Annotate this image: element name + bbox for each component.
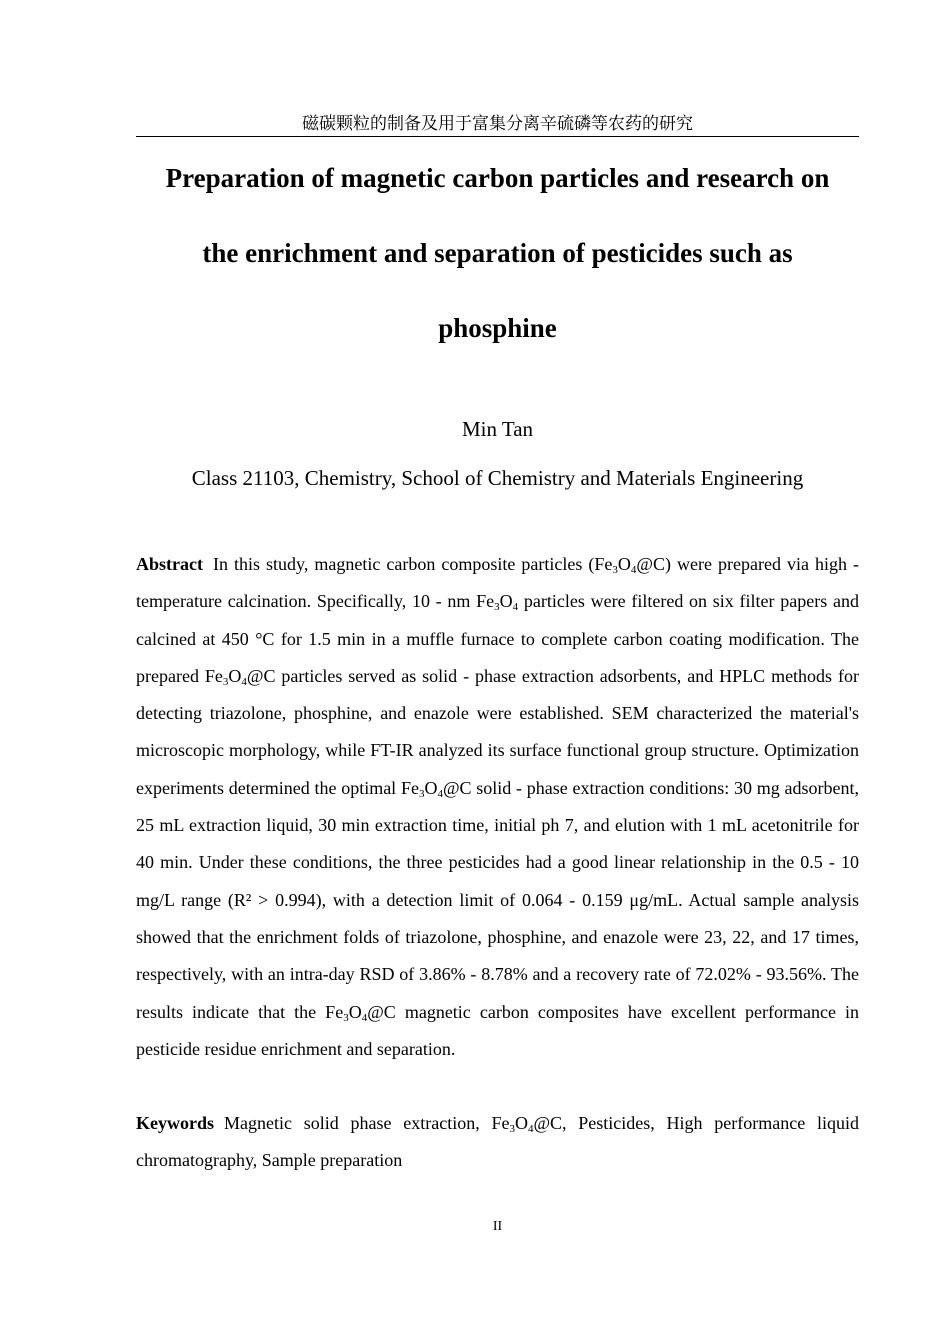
subscript: 4 <box>241 675 247 688</box>
abstract-text: @C particles served as solid - phase extraction adsorbents, and HPLC methods for detecting triazolone, phosphine, and enazole were established. SEM characterized the material's microscopic morphology, while FT-IR analyzed its surface functional group structure. Optimization experiments determined the optimal Fe <box>136 665 859 798</box>
subscript: 3 <box>222 675 229 688</box>
title-line-3: phosphine <box>438 313 557 343</box>
abstract-text: particles were filtered on six filter papers and calcined at 450 °C for 1.5 min in a muffle furnace to complete carbon coating modification. The prepared Fe <box>136 591 859 686</box>
paper-title <box>136 141 859 366</box>
subscript: 3 <box>494 601 500 614</box>
subscript: 4 <box>437 787 443 800</box>
subscript: 3 <box>418 787 425 800</box>
keywords-text: Magnetic solid phase extraction, Fe <box>224 1113 510 1133</box>
abstract-text: @C) were prepared via high - temperature calcination. Specifically, 10 - nm Fe <box>136 554 859 612</box>
title-line-1: Preparation of magnetic carbon particles and research on <box>165 163 830 193</box>
abstract-text: @C solid - phase extraction conditions: 30 mg adsorbent, 25 mL extraction liquid, 30 min extraction time, initial ph 7, and elution with 1 mL acetonitrile for 40 min. Under these conditions, the three pesticides had a good linear relationship in the 0.5 - 10 mg/L range (R² > 0.994), with a detection limit of 0.064 - 0.159 μg/mL. Actual sample analysis showed that the enrichment folds of triazolone, phosphine, and enazole were 23, 22, and 17 times, respectively, with an intra-day RSD of 3.86% - 8.78% and a recovery rate of 72.02% - 93.56%. The results indicate that the Fe <box>136 777 860 1022</box>
subscript: 3 <box>509 1123 515 1135</box>
keywords-text: @C, Pesticides, High performance liquid chromatography, Sample preparation <box>136 1113 859 1171</box>
subscript: 4 <box>630 564 637 576</box>
subscript: 4 <box>361 1011 368 1024</box>
author-name: Min Tan <box>461 417 534 441</box>
author-affiliation: Class 21103, Chemistry, School of Chemistry and Materials Engineering <box>191 466 804 490</box>
page-number: II <box>492 1219 503 1234</box>
abstract-text: O <box>228 665 242 686</box>
subscript: 3 <box>343 1011 349 1024</box>
abstract-text: O <box>348 1001 362 1022</box>
subscript: 3 <box>612 564 618 576</box>
header-rule <box>136 136 859 137</box>
keywords-label: Keywords <box>136 1113 214 1133</box>
subscript: 4 <box>512 601 519 614</box>
keywords-paragraph <box>136 1105 859 1180</box>
subscript: 4 <box>527 1123 534 1135</box>
abstract-text: @C magnetic carbon composites have excellent performance in pesticide residue enrichment and separation. <box>136 1001 859 1059</box>
abstract-paragraph <box>136 546 859 1068</box>
abstract-text: O <box>499 591 513 612</box>
abstract-text: O <box>617 554 631 574</box>
abstract-text: O <box>424 777 438 798</box>
title-line-2: the enrichment and separation of pesticides such as <box>202 238 793 268</box>
abstract-label: Abstract <box>136 554 203 574</box>
running-header: 磁碳颗粒的制备及用于富集分离辛硫磷等农药的研究 <box>302 114 693 134</box>
abstract-text: In this study, magnetic carbon composite particles (Fe <box>212 554 613 574</box>
keywords-text: O <box>514 1113 528 1133</box>
